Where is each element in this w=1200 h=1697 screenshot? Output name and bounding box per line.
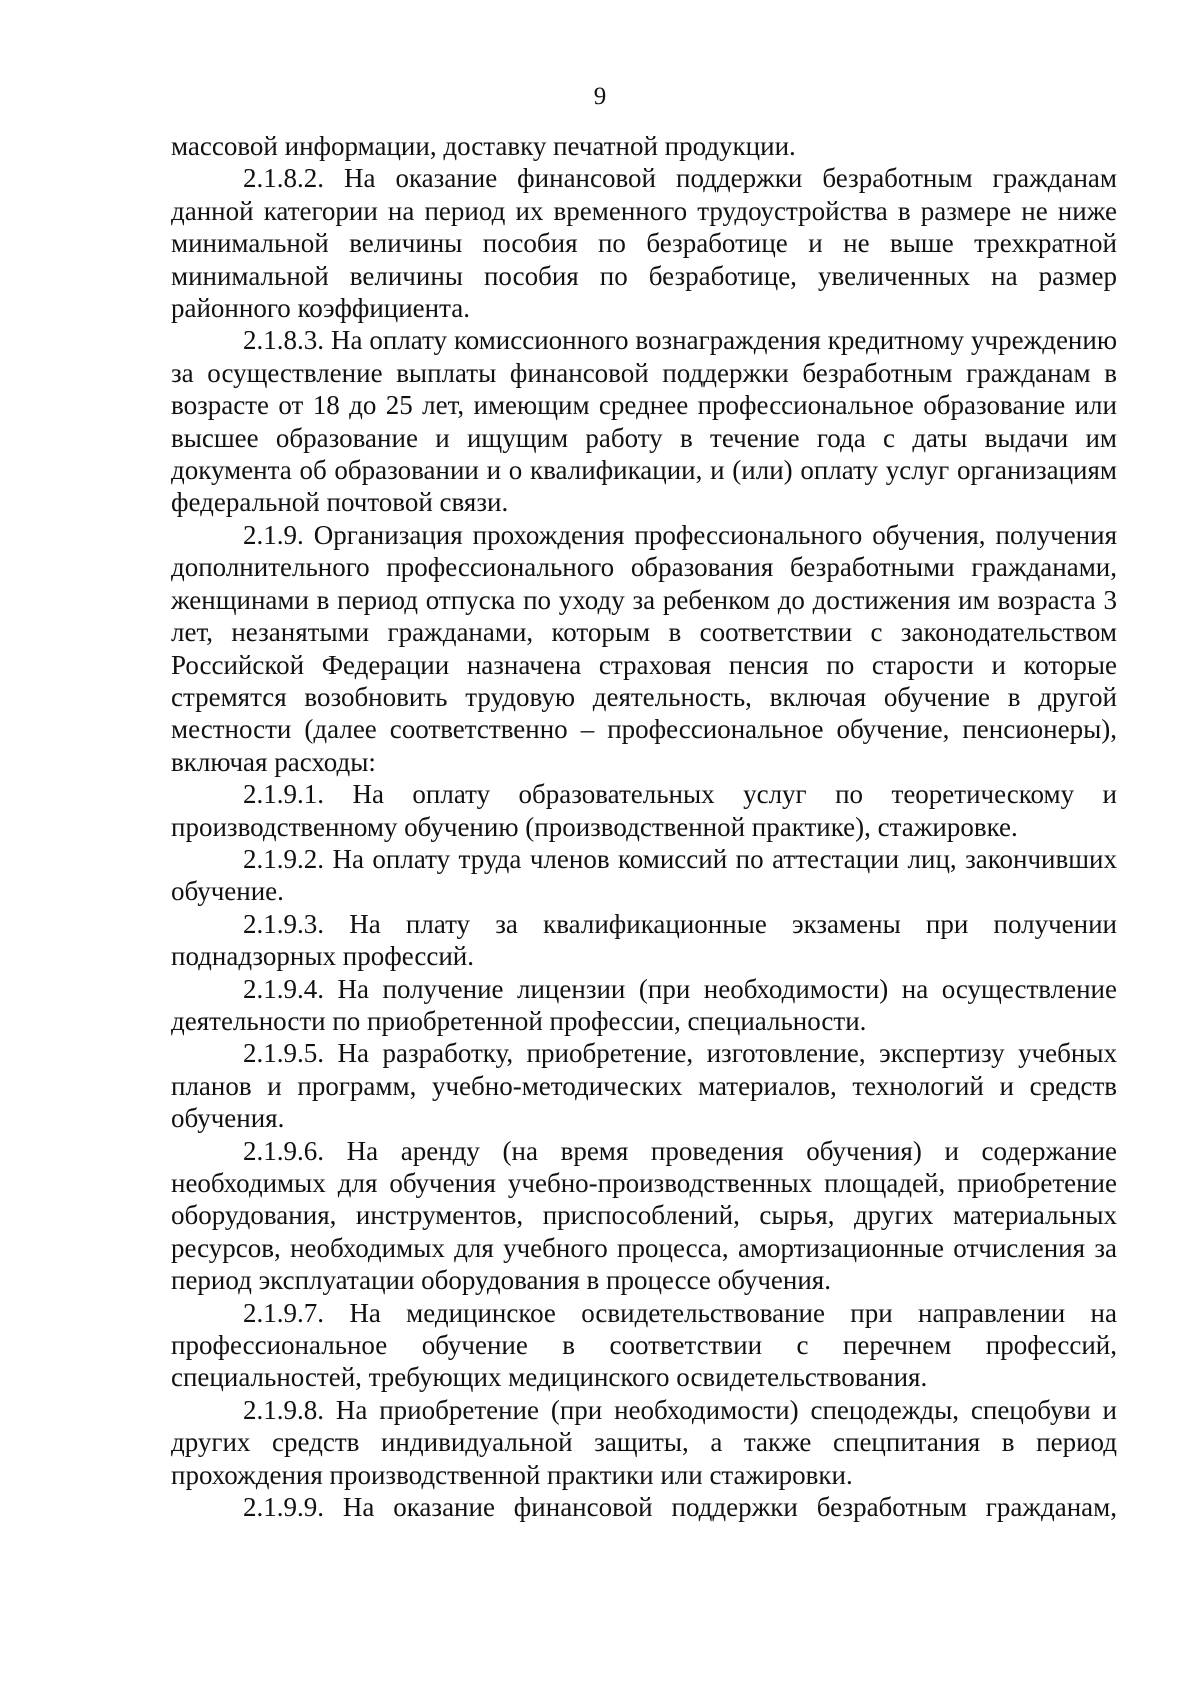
- paragraph-2-1-9-6: 2.1.9.6. На аренду (на время проведения обучения) и содержание необходимых для обучения учебно-производственных площадей, приобретение оборудования, инструментов, приспособлений, сырья, других материальных ресурсов, необходимых для учебного процесса, амортизационные отчисления за период эксплуатации оборудования в процессе обучения.: [171, 1135, 1117, 1296]
- document-body: [171, 130, 1117, 1523]
- paragraph-2-1-9-4: 2.1.9.4. На получение лицензии (при необходимости) на осуществление деятельности по приобретенной профессии, специальности.: [171, 973, 1117, 1036]
- paragraph-2-1-9-2: 2.1.9.2. На оплату труда членов комиссий по аттестации лиц, закончивших обучение.: [171, 843, 1117, 907]
- paragraph-2-1-9-8: 2.1.9.8. На приобретение (при необходимости) спецодежды, спецобуви и других средств индивидуальной защиты, а также спецпитания в период прохождения производственной практики или стажировки.: [171, 1394, 1117, 1490]
- paragraph-2-1-9: 2.1.9. Организация прохождения профессионального обучения, получения дополнительного профессионального образования безработными гражданами, женщинами в период отпуска по уходу за ребенком до достижения им возраста 3 лет, незанятыми гражданами, которым в соответствии с законодательством Российской Федерации назначена страховая пенсия по старости и которые стремятся возобновить трудовую деятельность, включая обучение в другой местности (далее соответственно – профессиональное обучение, пенсионеры), включая расходы:: [171, 519, 1117, 777]
- page-number: 9: [593, 83, 607, 110]
- paragraph-2-1-9-3: 2.1.9.3. На плату за квалификационные экзамены при получении поднадзорных профессий.: [171, 908, 1117, 972]
- paragraph-2-1-9-7: 2.1.9.7. На медицинское освидетельствование при направлении на профессиональное обучение в соответствии с перечнем профессий, специальностей, требующих медицинского освидетельствования.: [171, 1297, 1117, 1393]
- paragraph-continuation: массовой информации, доставку печатной продукции.: [171, 131, 796, 161]
- paragraph-2-1-8-3: 2.1.8.3. На оплату комиссионного вознаграждения кредитному учреждению за осуществление выплаты финансовой поддержки безработным гражданам в возрасте от 18 до 25 лет, имеющим среднее профессиональное образование или высшее образование и ищущим работу в течение года с даты выдачи им документа об образовании и о квалификации, и (или) оплату услуг организациям федеральной почтовой связи.: [171, 325, 1117, 518]
- paragraph-2-1-8-2: 2.1.8.2. На оказание финансовой поддержки безработным гражданам данной категории на период их временного трудоустройства в размере не ниже минимальной величины пособия по безработице и не выше трехкратной минимальной величины пособия по безработице, увеличенных на размер районного коэффициента.: [171, 163, 1117, 324]
- paragraph-2-1-9-1: 2.1.9.1. На оплату образовательных услуг по теоретическому и производственному обучению (производственной практике), стажировке.: [171, 779, 1117, 842]
- paragraph-2-1-9-5: 2.1.9.5. На разработку, приобретение, изготовление, экспертизу учебных планов и программ, учебно-методических материалов, технологий и средств обучения.: [171, 1038, 1117, 1134]
- paragraph-2-1-9-9: 2.1.9.9. На оказание финансовой поддержки безработным гражданам,: [243, 1492, 1117, 1523]
